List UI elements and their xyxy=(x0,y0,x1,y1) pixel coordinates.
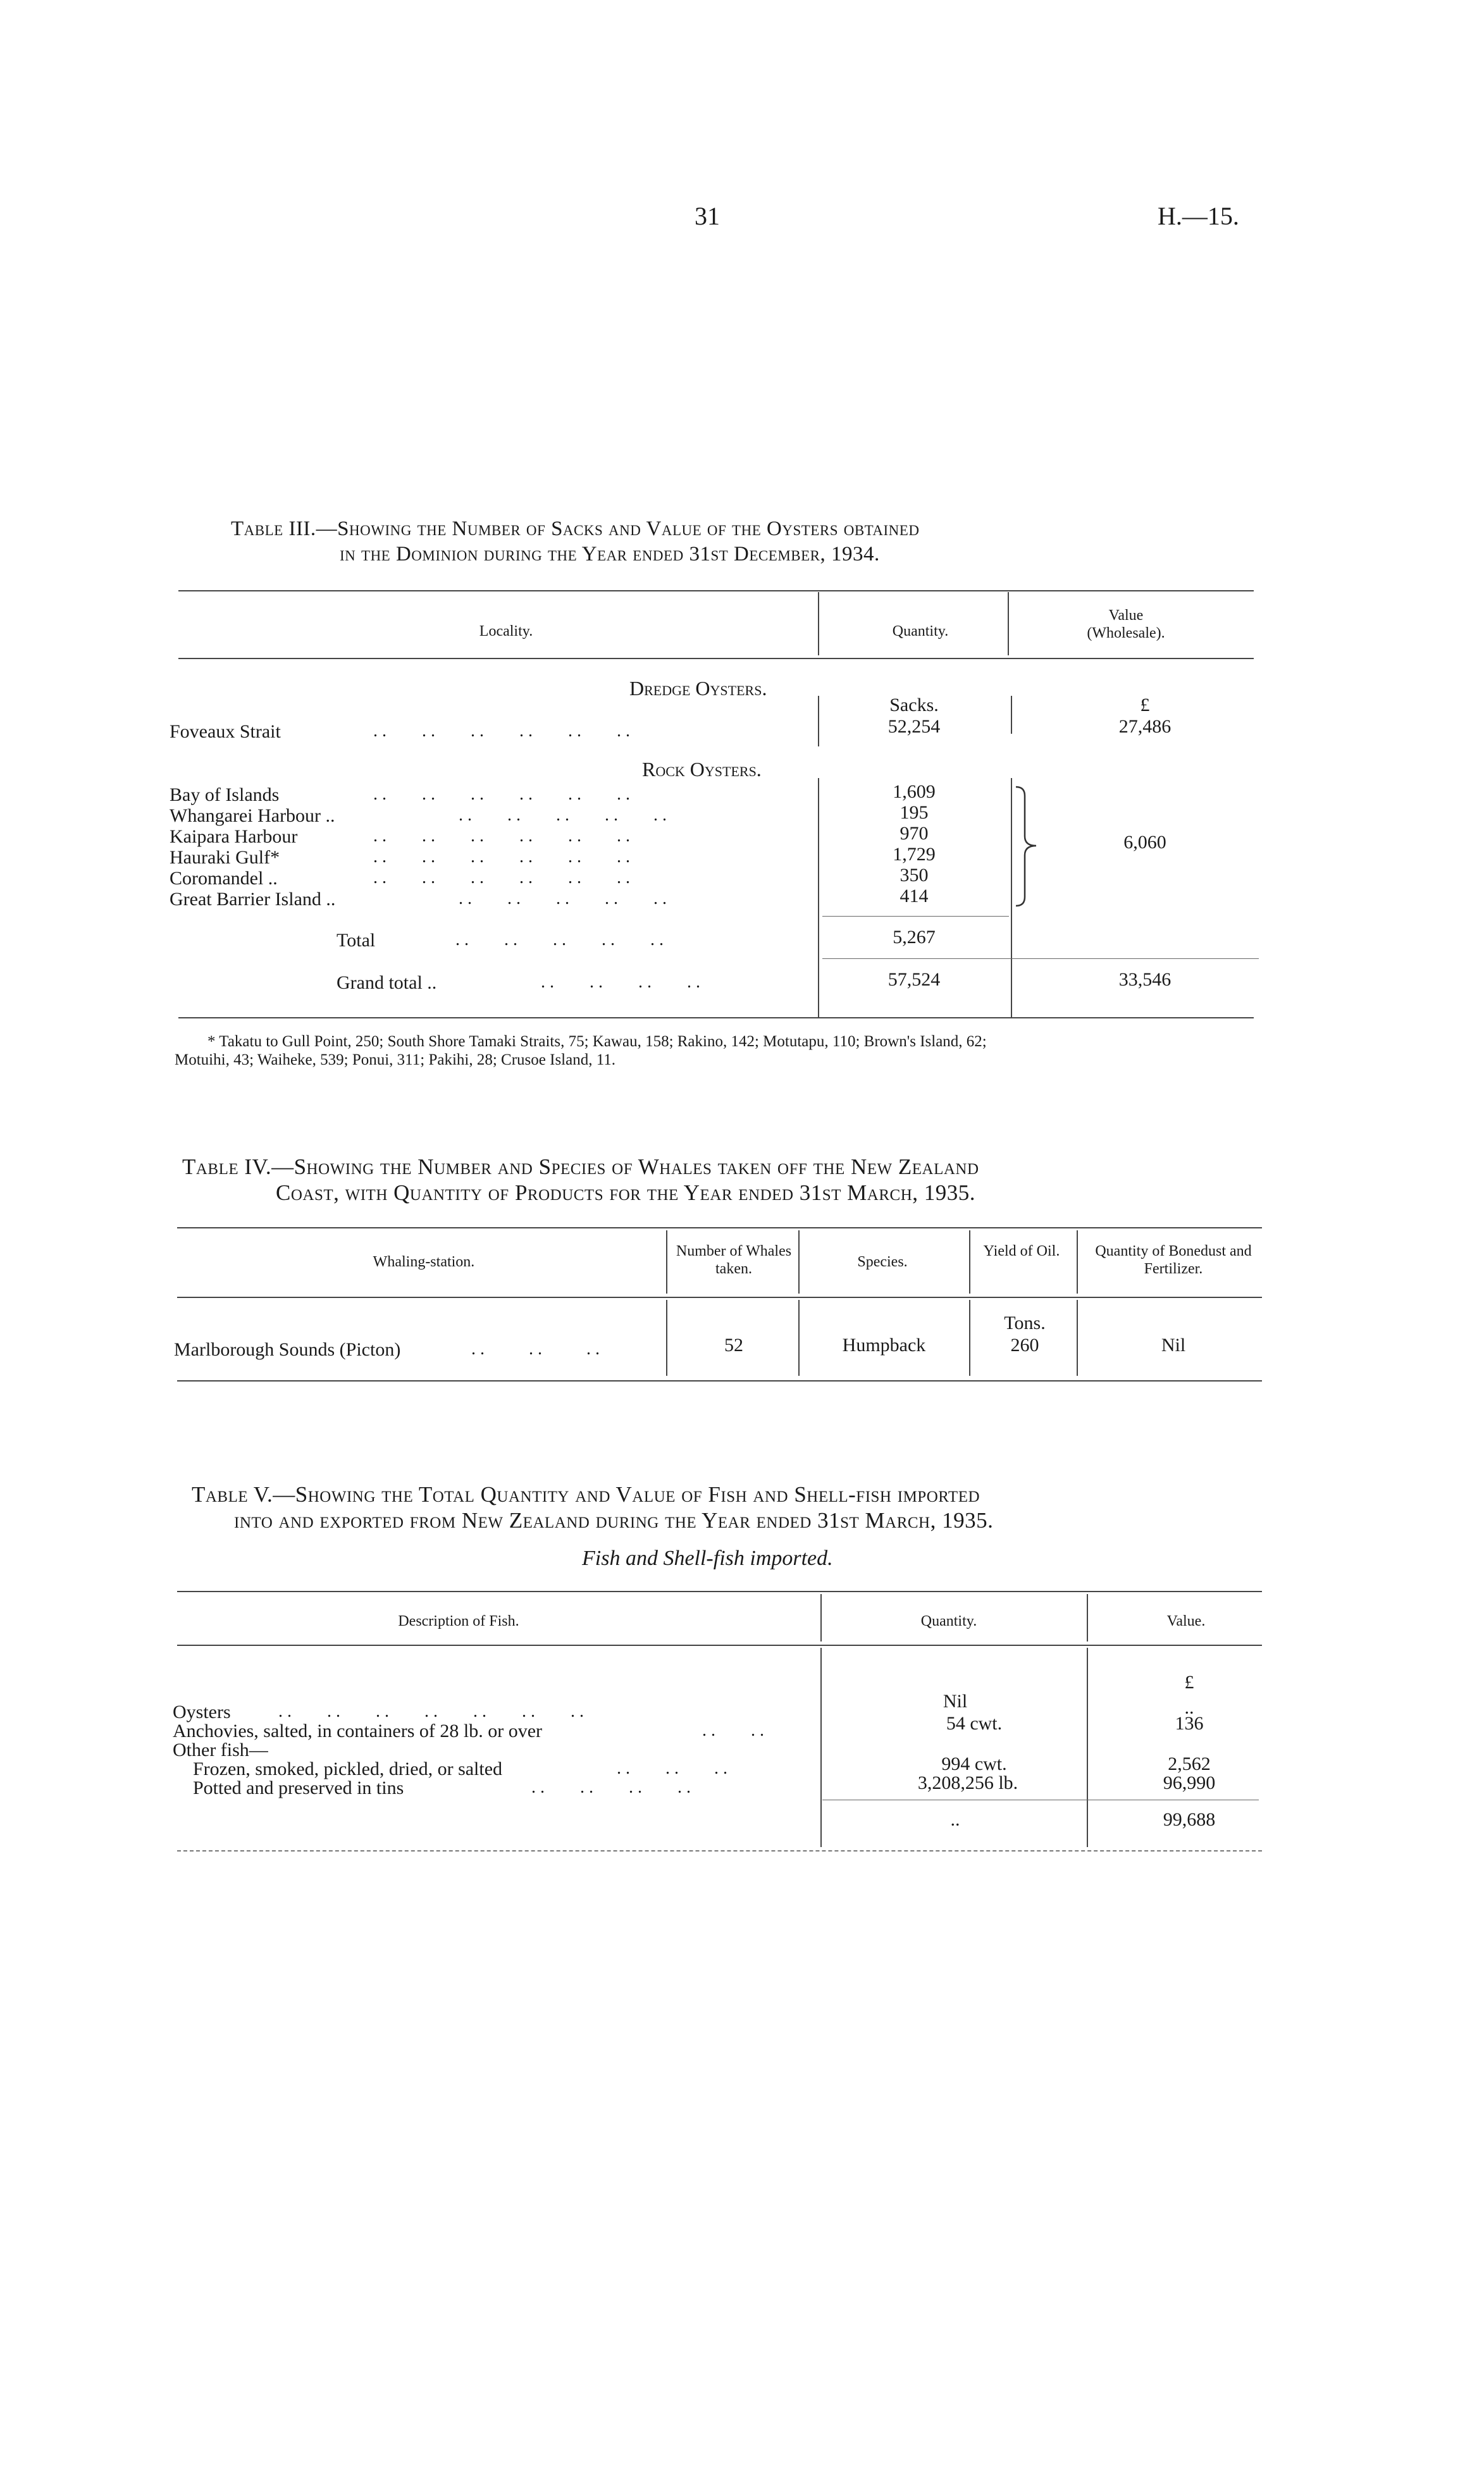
value-cell: 136 xyxy=(1175,1713,1204,1734)
table-4-header-yield: Yield of Oil. xyxy=(983,1243,1060,1259)
table-3-divider-1 xyxy=(818,592,819,655)
value-cell: 27,486 xyxy=(1118,716,1172,737)
yield-cell: 260 xyxy=(1010,1335,1039,1356)
locality-cell: Coromandel .. xyxy=(170,868,278,889)
page-number: 31 xyxy=(695,202,720,230)
locality-cell: Whangarei Harbour .. xyxy=(170,805,335,826)
table-3-divider-4 xyxy=(1011,696,1012,734)
leader-dots: . . . . . . . . . . . . xyxy=(373,784,630,804)
quantity-cell: Nil xyxy=(943,1691,968,1712)
leader-dots: . . . . xyxy=(702,1721,764,1740)
table-5-divider-3 xyxy=(820,1648,822,1847)
table-4-divider-3 xyxy=(969,1230,970,1294)
table-5-header-description: Description of Fish. xyxy=(398,1613,519,1629)
total-quantity: 5,267 xyxy=(893,927,936,948)
quantity-cell: 350 xyxy=(900,865,929,886)
table-3-header-quantity: Quantity. xyxy=(892,623,949,640)
locality-cell: Kaipara Harbour xyxy=(170,826,298,847)
leader-dots: . . . . . . . . xyxy=(531,1777,691,1797)
table-5-header-rule xyxy=(177,1645,1262,1646)
description-cell: Oysters xyxy=(173,1702,231,1722)
leader-dots: . . . . . . . . . . xyxy=(455,930,664,949)
leader-dots: . . . . . . xyxy=(617,1759,727,1778)
quantity-cell: 1,609 xyxy=(893,781,936,802)
quantity-cell: 970 xyxy=(900,823,929,844)
table-3-divider-3 xyxy=(818,696,819,746)
table-5-divider-2 xyxy=(1087,1594,1088,1641)
locality-cell: Hauraki Gulf* xyxy=(170,847,280,868)
table-4-divider-5 xyxy=(666,1300,667,1376)
locality-cell: Great Barrier Island .. xyxy=(170,889,336,910)
table-4-divider-1 xyxy=(666,1230,667,1294)
table-3-title-line-2: in the Dominion during the Year ended 31st December, 1934. xyxy=(340,543,880,566)
table-4-header-number: Number of Whales taken. xyxy=(676,1243,792,1277)
table-5-title-line-1: Table V.—Showing the Total Quantity and Value of Fish and Shell-fish imported xyxy=(192,1482,980,1507)
description-cell: Other fish— xyxy=(173,1740,268,1760)
description-cell: Frozen, smoked, pickled, dried, or salted xyxy=(193,1759,503,1779)
description-cell: Potted and preserved in tins xyxy=(193,1777,404,1798)
quantity-cell: 195 xyxy=(900,802,929,823)
brace-icon xyxy=(1011,784,1055,908)
table-3-title-line-1: Table III.—Showing the Number of Sacks and Value of the Oysters obtained xyxy=(231,517,920,540)
total-quantity: .. xyxy=(950,1809,960,1830)
table-3-subtotal-rule xyxy=(822,916,1009,917)
rock-oysters-value: 6,060 xyxy=(1123,832,1166,853)
quantity-cell: 54 cwt. xyxy=(946,1713,1003,1734)
footnote-line-1: * Takatu to Gull Point, 250; South Shore Tamaki Straits, 75; Kawau, 158; Rakino, 142; Motutapu, 110; Brown's Island, 62; xyxy=(207,1033,987,1050)
leader-dots: . . . . . . . . . . . . xyxy=(373,721,630,741)
value-cell: 96,990 xyxy=(1163,1772,1216,1793)
leader-dots: . . . . . . . . . . . . xyxy=(373,826,630,846)
grand-total-label: Grand total .. xyxy=(337,972,437,993)
table-3-header-locality: Locality. xyxy=(479,623,533,640)
tons-unit: Tons. xyxy=(1004,1313,1046,1333)
table-4-header-station: Whaling-station. xyxy=(373,1254,475,1270)
table-3-total-rule xyxy=(822,958,1259,959)
quantity-cell: 3,208,256 lb. xyxy=(917,1772,1018,1793)
total-label: Total xyxy=(337,930,376,951)
leader-dots: . . . . . . . . xyxy=(541,972,700,992)
leader-dots: . . . . . . . . . . . . xyxy=(373,868,630,887)
table-4-title-line-2: Coast, with Quantity of Products for the Year ended 31st March, 1935. xyxy=(276,1180,976,1205)
table-4-title-line-1: Table IV.—Showing the Number and Species of Whales taken off the New Zealand xyxy=(182,1154,979,1179)
table-3-divider-2 xyxy=(1008,592,1009,655)
species-cell: Humpback xyxy=(842,1335,926,1356)
grand-total-value: 33,546 xyxy=(1118,969,1172,990)
value-cell: .. xyxy=(1184,1697,1194,1718)
table-4-divider-4 xyxy=(1077,1230,1078,1294)
leader-dots: . . . . . . . . . . xyxy=(459,805,667,825)
table-5-top-rule xyxy=(177,1591,1262,1592)
table-4-divider-2 xyxy=(798,1230,800,1294)
quantity-cell: 52,254 xyxy=(887,716,941,737)
table-3-bottom-rule xyxy=(178,1017,1254,1018)
table-4-divider-6 xyxy=(798,1300,800,1376)
table-5-subtitle: Fish and Shell-fish imported. xyxy=(582,1547,833,1570)
table-5-divider-4 xyxy=(1087,1648,1088,1847)
table-5-header-value: Value. xyxy=(1166,1613,1206,1629)
table-4-top-rule xyxy=(177,1227,1262,1228)
table-3-header-value: Value (Wholesale). xyxy=(1087,607,1165,641)
leader-dots: . . . . . . xyxy=(471,1339,600,1359)
table-3-header-rule xyxy=(178,658,1254,659)
rock-oysters-label: Rock Oysters. xyxy=(642,758,762,781)
table-4-header-rule xyxy=(177,1297,1262,1298)
table-4-divider-8 xyxy=(1077,1300,1078,1376)
sacks-unit: Sacks. xyxy=(889,695,939,715)
quantity-cell: 994 cwt. xyxy=(941,1753,1007,1774)
dredge-oysters-label: Dredge Oysters. xyxy=(629,677,767,700)
bonedust-cell: Nil xyxy=(1161,1335,1186,1356)
locality-cell: Bay of Islands xyxy=(170,784,280,805)
table-5-bottom-rule xyxy=(177,1850,1262,1852)
station-cell: Marlborough Sounds (Picton) xyxy=(174,1339,401,1360)
table-4-divider-7 xyxy=(969,1300,970,1376)
pound-unit: £ xyxy=(1184,1672,1194,1693)
table-4-header-species: Species. xyxy=(857,1254,908,1270)
table-3-divider-5 xyxy=(818,778,819,1018)
leader-dots: . . . . . . . . . . xyxy=(459,889,667,908)
pound-unit: £ xyxy=(1140,695,1150,715)
number-cell: 52 xyxy=(724,1335,743,1356)
table-5-header-quantity: Quantity. xyxy=(920,1613,977,1629)
description-cell: Anchovies, salted, in containers of 28 lb. or over xyxy=(173,1721,543,1741)
total-value: 99,688 xyxy=(1163,1809,1216,1830)
quantity-cell: 414 xyxy=(900,886,929,906)
quantity-cell: 1,729 xyxy=(893,844,936,865)
table-3-top-rule xyxy=(178,590,1254,591)
grand-total-quantity: 57,524 xyxy=(887,969,941,990)
leader-dots: . . . . . . . . . . . . . . xyxy=(278,1702,584,1721)
table-5-title-line-2: into and exported from New Zealand during the Year ended 31st March, 1935. xyxy=(234,1508,994,1533)
document-reference: H.—15. xyxy=(1158,202,1239,230)
table-4-bottom-rule xyxy=(177,1380,1262,1382)
footnote-line-2: Motuihi, 43; Waiheke, 539; Ponui, 311; Pakihi, 28; Crusoe Island, 11. xyxy=(175,1051,616,1068)
table-4-header-bonedust: Quantity of Bonedust and Fertilizer. xyxy=(1095,1243,1252,1277)
table-5-divider-1 xyxy=(820,1594,822,1641)
leader-dots: . . . . . . . . . . . . xyxy=(373,847,630,867)
locality-cell: Foveaux Strait xyxy=(170,721,281,742)
value-cell: 2,562 xyxy=(1168,1753,1211,1774)
